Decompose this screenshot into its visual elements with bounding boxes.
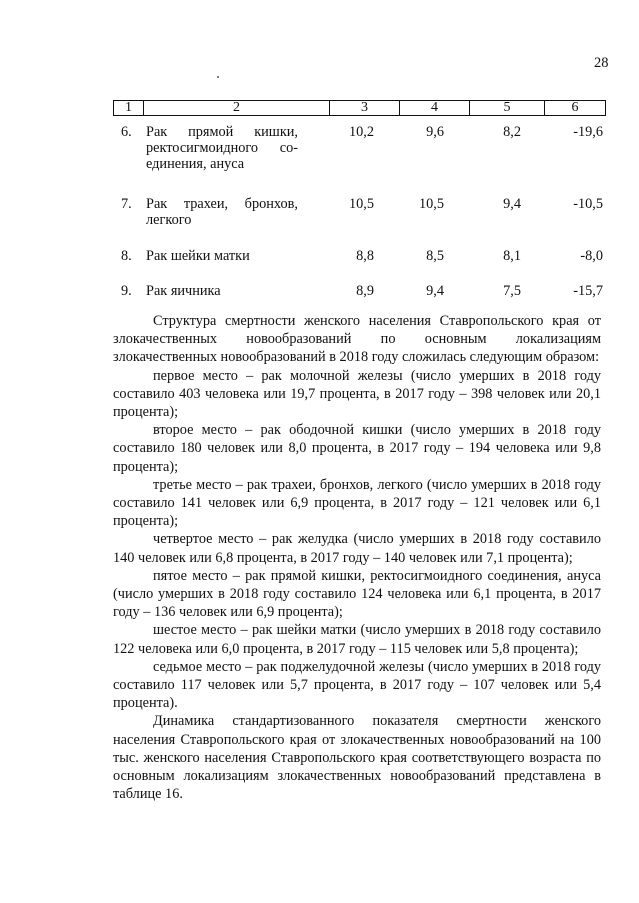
row-value-col6: -15,7 xyxy=(573,283,603,299)
row-value-col3: 10,5 xyxy=(348,196,374,212)
paragraph-intro: Структура смертности женского населения Ставропольского края от злокачественных новообразований по основным локализациям злокачественных новообразований в 2018 году сложилась следующим образом: xyxy=(113,313,601,366)
row-value-col4: 10,5 xyxy=(418,196,444,212)
row-name: Рак яичника xyxy=(146,283,221,299)
row-value-col3: 8,9 xyxy=(356,283,374,299)
row-value-col5: 8,1 xyxy=(503,248,521,264)
header-cell: 6 xyxy=(545,101,606,116)
header-cell: 4 xyxy=(400,101,470,116)
row-number: 9. xyxy=(121,283,132,299)
row-value-col3: 10,2 xyxy=(348,124,374,140)
paragraph-rank-5: пятое место – рак прямой кишки, ректосигмоидного соединения, ануса (число умерших в 2018 году составило 124 человека или 6,1 процента, в 2017 году – 136 человек или 6,9 процента); xyxy=(113,567,601,621)
paragraph-rank-4: четвертое место – рак желудка (число умерших в 2018 году составило 140 человек или 6,8 процента, в 2017 году – 140 человек или 7,1 процента); xyxy=(113,531,601,566)
row-number: 7. xyxy=(121,196,132,212)
header-cell: 2 xyxy=(144,101,330,116)
paragraph-rank-2: второе место – рак ободочной кишки (число умерших в 2018 году составило 180 человек или 8,0 процента, в 2017 году – 194 человека или 9,8 процента); xyxy=(113,422,601,475)
row-name: Рак трахеи, бронхов, легкого xyxy=(146,196,298,228)
row-value-col5: 8,2 xyxy=(503,124,521,140)
scan-dot xyxy=(217,76,219,78)
body-text xyxy=(113,312,601,803)
paragraph-rank-3: третье место – рак трахеи, бронхов, легкого (число умерших в 2018 году составило 141 человек или 6,9 процента, в 2017 году – 121 человек или 6,1 процента); xyxy=(113,476,601,530)
table-header xyxy=(113,100,606,116)
row-value-col4: 9,4 xyxy=(426,283,444,299)
row-value-col4: 9,6 xyxy=(426,124,444,140)
row-number: 6. xyxy=(121,124,132,140)
paragraph-rank-6: шестое место – рак шейки матки (число умерших в 2018 году составило 122 человека или 6,0 процента, в 2017 году – 115 человек или 5,8 процента); xyxy=(113,622,601,657)
paragraph-rank-7: седьмое место – рак поджелудочной железы (число умерших в 2018 году составило 117 человек или 5,7 процента, в 2017 году – 107 человек или 5,4 процента). xyxy=(113,658,601,712)
row-name: Рак прямой кишки, ректосигмоидного со-единения, ануса xyxy=(146,124,298,172)
header-cell: 3 xyxy=(330,101,400,116)
row-value-col5: 9,4 xyxy=(503,196,521,212)
row-number: 8. xyxy=(121,248,132,264)
header-cell: 5 xyxy=(470,101,545,116)
header-cell: 1 xyxy=(114,101,144,116)
paragraph-rank-1: первое место – рак молочной железы (число умерших в 2018 году составило 403 человека или 19,7 процента, в 2017 году – 398 человек или 20,1 процента); xyxy=(113,367,601,421)
row-value-col6: -10,5 xyxy=(573,196,603,212)
paragraph-dynamics: Динамика стандартизованного показателя смертности женского населения Ставропольского края от злокачественных новообразований на 100 тыс. женского населения Ставропольского края соответствующего возраста по основным локализациям злокачественных новообразований представлена в таблице 16. xyxy=(113,713,601,803)
row-value-col5: 7,5 xyxy=(503,283,521,299)
page-number: 28 xyxy=(594,55,609,71)
row-value-col6: -8,0 xyxy=(580,248,603,264)
row-value-col4: 8,5 xyxy=(426,248,444,264)
row-value-col3: 8,8 xyxy=(356,248,374,264)
row-name: Рак шейки матки xyxy=(146,248,250,264)
row-value-col6: -19,6 xyxy=(573,124,603,140)
